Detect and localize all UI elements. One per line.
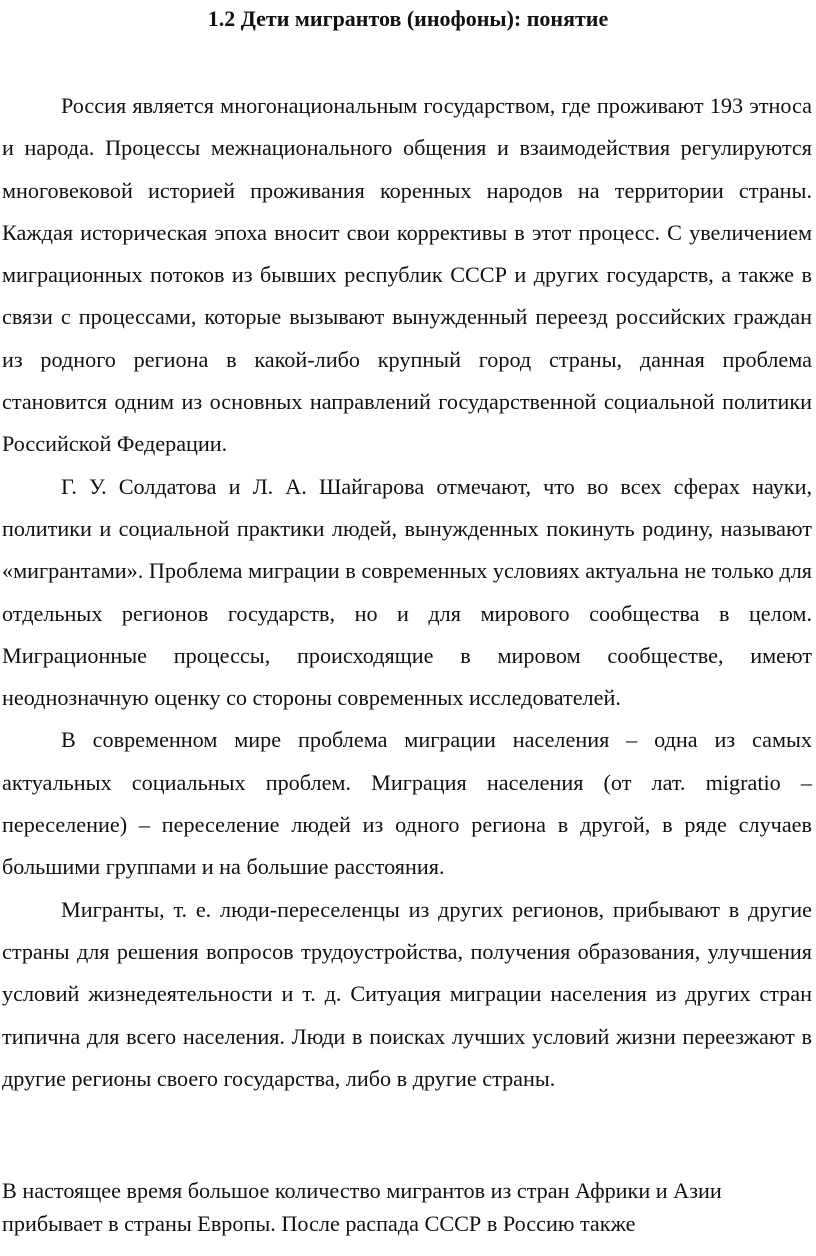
paragraph-1: Россия является многонациональным государством, где проживают 193 этноса и народа. Процессы межнационального общения и взаимодействия регулируются многовековой историей проживания коренных народов на территории страны. Каждая историческая эпоха вносит свои коррективы в этот процесс. С увеличением миграционных потоков из бывших республик СССР и других государств, а также в связи с процессами, которые вызывают вынужденный переезд российских граждан из родного региона в какой-либо крупный город страны, данная проблема становится одним из основных направлений государственной социальной политики Российской Федерации. [2,93,812,457]
trailing-line-2: прибывает в страны Европы. После распада СССР в Россию также [2,1211,636,1236]
paragraph-2: Г. У. Солдатова и Л. А. Шайгарова отмечают, что во всех сферах науки, политики и социальной практики людей, вынужденных покинуть родину, называют «мигрантами». Проблема миграции в современных условиях актуальна не только для отдельных регионов государств, но и для мирового сообщества в целом. Миграционные процессы, происходящие в мировом сообществе, имеют неоднозначную оценку со стороны современных исследователей. [2,473,812,711]
paragraph-4: Мигранты, т. е. люди-переселенцы из других регионов, прибывают в другие страны для решения вопросов трудоустройства, получения образования, улучшения условий жизнедеятельности и т. д. Ситуация миграции населения из других стран типична для всего населения. Люди в поисках лучших условий жизни переезжают в другие регионы своего государства, либо в другие страны. [2,896,812,1091]
trailing-paragraph [2,1174,812,1240]
document-body [2,85,812,1100]
trailing-line-1: В настоящее время большое количество мигрантов из стран Африки и Азии [2,1178,722,1203]
document-heading: 1.2 Дети мигрантов (инофоны): понятие [207,6,609,31]
paragraph-3: В современном мире проблема миграции населения – одна из самых актуальных социальных проблем. Миграция населения (от лат. migratio – переселение) – переселение людей из одного региона в другой, в ряде случаев большими группами и на большие расстояния. [2,727,812,880]
